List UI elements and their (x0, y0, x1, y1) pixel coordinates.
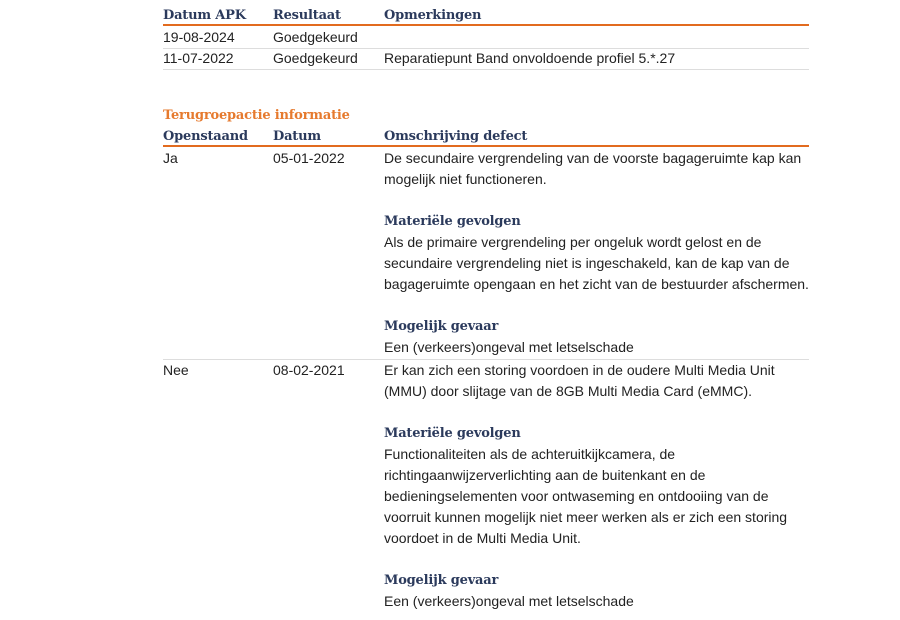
apk-header-resultaat: Resultaat (273, 8, 341, 23)
apk-header-opmerkingen: Opmerkingen (384, 8, 482, 23)
recall-defect-text: De secundaire vergrendeling van de voorste bagageruimte kap kan mogelijk niet functioneren. (384, 150, 802, 187)
recall-row-description (384, 148, 809, 358)
recall-gevolgen-heading: Materiële gevolgen (384, 214, 521, 229)
apk-row-datum: 19-08-2024 (163, 29, 235, 45)
recall-gevolgen-text: Als de primaire vergrendeling per ongeluk wordt gelost en de secundaire vergrendeling niet is ingeschakeld, kan de kap van de bagageruimte opengaan en het zicht van de bestuurder afschermen. (384, 234, 809, 292)
recall-gevolgen-text: Functionaliteiten als de achteruitkijkcamera, de richtingaanwijzerverlichting aan de buitenkant en de bedieningselementen voor ontwaseming en ontdooiing van de voorruit kunnen mogelijk niet meer werken als er zich een storing voordoet in de Multi Media Unit. (384, 446, 788, 546)
recall-gevolgen-heading: Materiële gevolgen (384, 426, 521, 441)
apk-row (163, 48, 809, 70)
document-page (163, 0, 809, 609)
recall-gevaar-text: Een (verkeers)ongeval met letselschade (384, 593, 634, 609)
apk-header-datum: Datum APK (163, 8, 246, 23)
recall-row-openstaand: Nee (163, 362, 189, 378)
recall-row (163, 148, 809, 360)
apk-table-header (163, 2, 809, 26)
recall-header-openstaand: Openstaand (163, 129, 248, 144)
recall-row-openstaand: Ja (163, 150, 178, 166)
apk-row-resultaat: Goedgekeurd (273, 29, 358, 45)
recall-gevaar-heading: Mogelijk gevaar (384, 573, 499, 588)
recall-section-title: Terugroepactie informatie (163, 108, 350, 123)
recall-row-datum: 05-01-2022 (273, 150, 345, 166)
recall-defect-text: Er kan zich een storing voordoen in de oudere Multi Media Unit (MMU) door slijtage van de 8GB Multi Media Card (eMMC). (384, 362, 775, 399)
recall-gevaar-text: Een (verkeers)ongeval met letselschade (384, 339, 634, 355)
apk-row-datum: 11-07-2022 (163, 50, 234, 66)
recall-header-omschrijving: Omschrijving defect (384, 129, 528, 144)
recall-row (163, 360, 809, 620)
recall-header-datum: Datum (273, 129, 321, 144)
apk-row-opmerkingen: Reparatiepunt Band onvoldoende profiel 5.*.27 (384, 50, 676, 66)
recall-row-datum: 08-02-2021 (273, 362, 345, 378)
recall-gevaar-heading: Mogelijk gevaar (384, 319, 499, 334)
recall-row-description (384, 360, 809, 612)
apk-row-resultaat: Goedgekeurd (273, 50, 358, 66)
apk-row (163, 27, 809, 49)
recall-table-header (163, 123, 809, 147)
